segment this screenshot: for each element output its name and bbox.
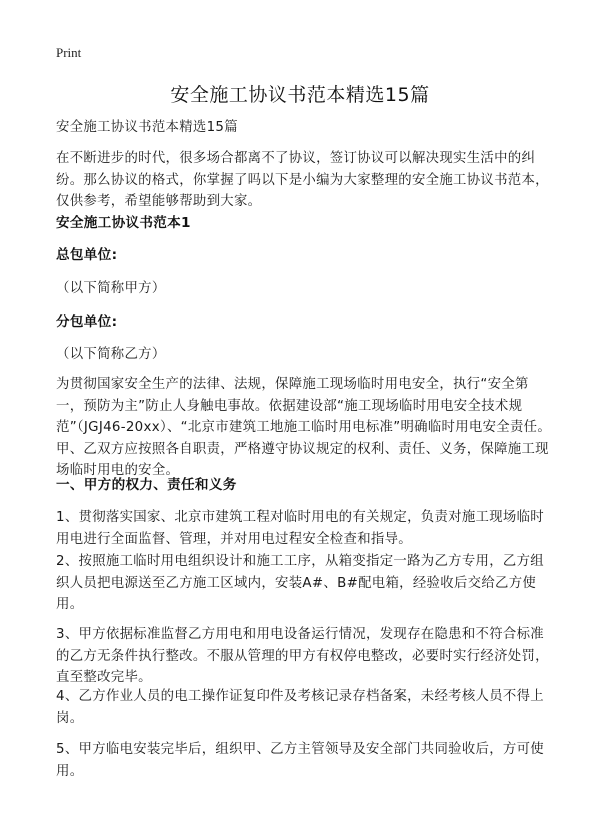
contractor-label: 总包单位: [56, 247, 118, 263]
clause-2: 2、按照施工临时用电组织设计和施工工序，从箱变指定一路为乙方专用，乙方组织人员把电源送至乙方施工区域内，安装A#、B#配电箱，经验收后交给乙方使用。 [56, 554, 544, 612]
document-title: 安全施工协议书范本精选15篇 [170, 84, 430, 106]
subcontractor-label: 分包单位: [56, 314, 118, 330]
clause-3: 3、甲方依据标准监督乙方用电和用电设备运行情况，发现存在隐患和不符合标准的乙方无条件执行整改。不服从管理的甲方有权停电整改，必要时实行经济处罚，直至整改完毕。 [56, 627, 549, 685]
document-subtitle: 安全施工协议书范本精选15篇 [56, 120, 238, 135]
contractor-note: （以下简称甲方） [56, 281, 166, 296]
clause-5: 5、甲方临电安装完毕后，组织甲、乙方主管领导及安全部门共同验收后，方可使用。 [56, 742, 544, 779]
preamble-paragraph: 为贯彻国家安全生产的法律、法规，保障施工现场临时用电安全，执行“安全第一，预防为主”防止人身触电事故。依据建设部“施工现场临时用电安全技术规范”（JGJ46-20xx）、“北京市建筑工地施工临时用电标准”明确临时用电安全责任。甲、乙双方应按照各自职责，严格遵守协议规定的权利、责任、义务，保障施工现场临时用电的安全。 [56, 377, 552, 478]
section-title: 安全施工协议书范本1 [56, 215, 191, 231]
clause-1: 1、贯彻落实国家、北京市建筑工程对临时用电的有关规定，负责对施工现场临时用电进行全面监督、管理，并对用电过程安全检查和指导。 [56, 510, 544, 547]
intro-paragraph: 在不断进步的时代，很多场合都离不了协议，签订协议可以解决现实生活中的纠纷。那么协议的格式，你掌握了吗以下是小编为大家整理的安全施工协议书范本，仅供参考，希望能够帮助到大家。 [56, 151, 549, 209]
subcontractor-note: （以下简称乙方） [56, 347, 166, 362]
print-label: Print [56, 45, 82, 60]
part-one-title: 一、甲方的权力、责任和义务 [56, 477, 237, 493]
clause-4: 4、乙方作业人员的电工操作证复印件及考核记录存档备案，未经考核人员不得上岗。 [56, 689, 544, 726]
